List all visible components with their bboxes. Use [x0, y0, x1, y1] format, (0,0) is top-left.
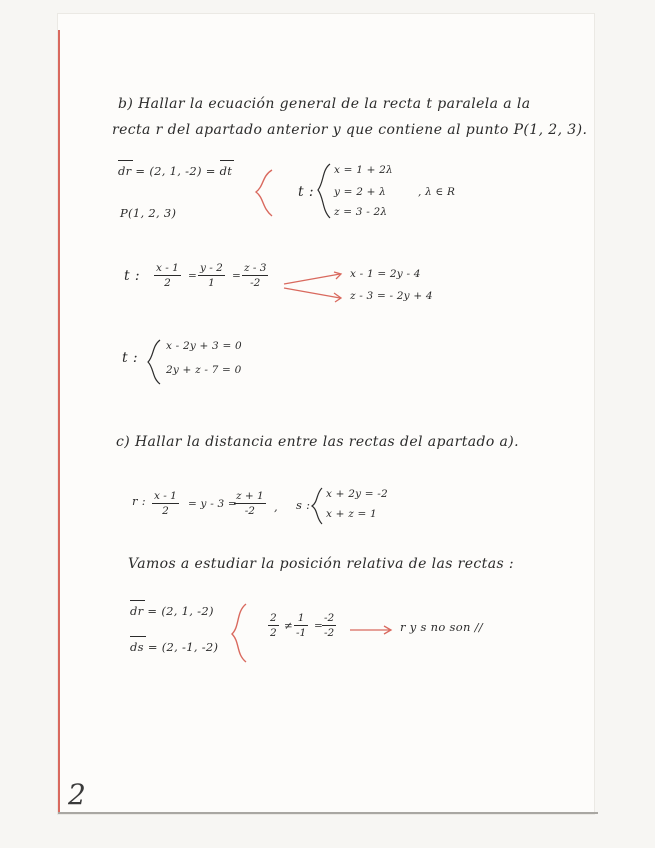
red-arrow-upper — [284, 274, 340, 284]
fraction-numerator: 1 — [297, 612, 305, 624]
red-arrow-lower — [284, 288, 340, 298]
brace-s — [312, 488, 322, 524]
ds-vector-label: ds — [130, 640, 144, 654]
section-c-heading: c) Hallar la distancia entre las rectas del apartado a). — [116, 434, 519, 450]
fraction-numerator: x - 1 — [154, 490, 177, 502]
general-equation-2: 2y + z - 7 = 0 — [166, 364, 242, 376]
derived-equation-2: z - 3 = - 2y + 4 — [350, 290, 433, 302]
dr-vector-label: dr — [118, 164, 132, 178]
fraction-denominator: 2 — [164, 277, 171, 289]
separator-comma: , — [274, 500, 278, 514]
not-equal-sign: ≠ — [284, 620, 293, 632]
study-relative-position: Vamos a estudiar la posición relativa de las rectas : — [128, 556, 514, 572]
red-brace-b — [256, 170, 272, 216]
point-p: P(1, 2, 3) — [120, 206, 177, 220]
s-equation-2: x + z = 1 — [326, 508, 377, 520]
fraction-denominator: 2 — [270, 627, 277, 639]
dr-vector-value: = (2, 1, -2) = — [131, 164, 220, 178]
fraction-numerator: -2 — [324, 612, 335, 624]
fraction-denominator: -2 — [250, 277, 261, 289]
equals-sign: = — [188, 270, 197, 282]
fraction-denominator: -2 — [244, 505, 255, 517]
fraction-numerator: 2 — [270, 612, 277, 624]
fraction-denominator: 1 — [208, 277, 215, 289]
fraction-numerator: y - 2 — [200, 262, 223, 274]
conclusion-not-parallel: r y s no son // — [400, 620, 483, 634]
brace-general — [148, 340, 160, 384]
fraction-numerator: x - 1 — [156, 262, 179, 274]
fraction-denominator: 2 — [162, 505, 169, 517]
fraction-numerator: z + 1 — [236, 490, 264, 502]
section-b-statement-line-2: recta r del apartado anterior y que contiene al punto P(1, 2, 3). — [112, 122, 588, 138]
param-x: x = 1 + 2λ — [334, 164, 393, 176]
derived-equation-1: x - 1 = 2y - 4 — [350, 268, 421, 280]
ds-vector-value: = (2, -1, -2) — [143, 640, 219, 654]
page-number: 2 — [68, 778, 86, 811]
t-general-label: t : — [122, 350, 138, 366]
dt-vector-label: dt — [219, 164, 233, 178]
dr-vector-value: = (2, 1, -2) — [143, 604, 214, 618]
s-equation-1: x + 2y = -2 — [326, 488, 388, 500]
param-y: y = 2 + λ — [334, 186, 387, 198]
r-middle-term: = y - 3 = — [188, 498, 237, 510]
section-b-statement-line-1: b) Hallar la ecuación general de la recta t paralela a la — [118, 96, 531, 112]
t-parametric-label: t : — [298, 184, 314, 200]
fraction-denominator: -1 — [296, 627, 307, 639]
t-continuous-label: t : — [124, 268, 140, 284]
s-label: s : — [296, 498, 311, 512]
general-equation-1: x - 2y + 3 = 0 — [166, 340, 242, 352]
param-z: z = 3 - 2λ — [334, 206, 388, 218]
r-label: r : — [132, 494, 146, 508]
red-brace-c — [232, 604, 246, 662]
fraction-denominator: -2 — [324, 627, 335, 639]
equals-sign: = — [232, 270, 241, 282]
lambda-domain: , λ ∈ R — [418, 186, 456, 198]
brace-parametric — [318, 164, 330, 218]
fraction-numerator: z - 3 — [244, 262, 267, 274]
dr-vector-label: dr — [130, 604, 144, 618]
equal-sign: = — [314, 620, 323, 632]
